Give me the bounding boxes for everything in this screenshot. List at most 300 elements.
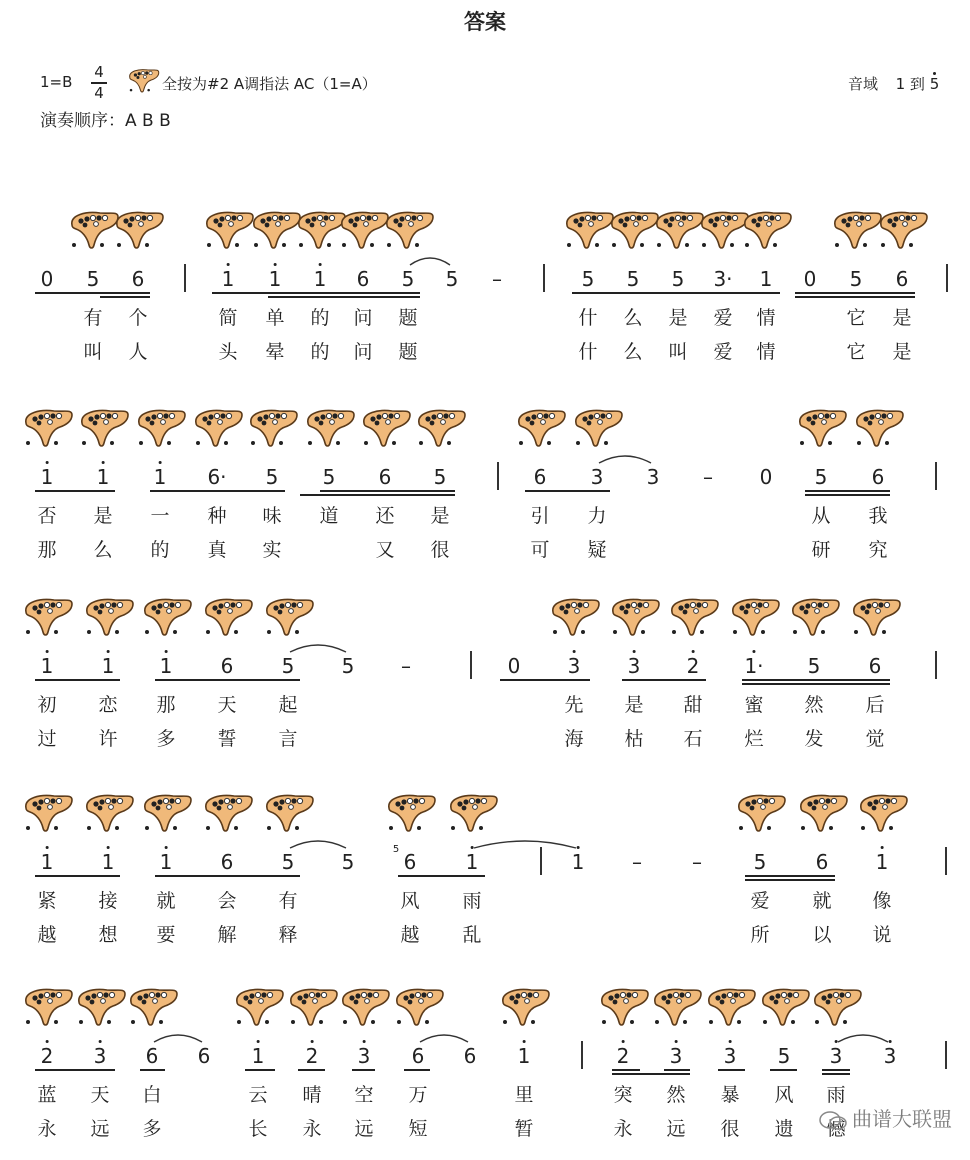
lyric-verse-1: 会 — [217, 890, 237, 912]
lyric-verse-1: 我 — [868, 505, 888, 527]
beam-line — [500, 679, 590, 681]
lyric-verse-2: 很 — [430, 539, 450, 561]
lyric-verse-1: 从 — [811, 505, 831, 527]
beam-line — [35, 679, 120, 681]
ocarina-fingering-icon — [190, 405, 244, 453]
note: 1 — [154, 466, 167, 488]
range-word: 音域 — [848, 75, 879, 93]
note: 1 — [518, 1045, 531, 1067]
lyric-verse-2: 问 — [353, 341, 373, 363]
ocarina-fingering-icon — [302, 405, 356, 453]
beam-line — [800, 679, 890, 681]
beam-line-double — [100, 296, 150, 298]
lyric-verse-1: 爱 — [713, 307, 733, 329]
note: 1 — [876, 851, 889, 873]
lyric-verse-1: 初 — [37, 694, 57, 716]
lyric-verse-1: 突 — [613, 1084, 633, 1106]
lyric-verse-1: 像 — [872, 890, 892, 912]
note: 6 — [533, 465, 547, 489]
ocarina-fingering-icon — [261, 790, 315, 838]
lyric-verse-2: 言 — [278, 728, 298, 750]
note: 3 — [830, 1045, 843, 1067]
note: 2 — [687, 655, 700, 677]
page-title: 答案 — [464, 10, 506, 34]
note: 1 — [252, 1045, 265, 1067]
note: 3 — [884, 1045, 897, 1067]
barline — [946, 264, 948, 292]
octave-dot — [318, 263, 321, 266]
lyric-verse-1: 先 — [564, 694, 584, 716]
octave-dot — [522, 1040, 525, 1043]
lyric-verse-1: 雨 — [826, 1084, 846, 1106]
ocarina-fingering-icon — [497, 984, 551, 1032]
octave-dot — [164, 650, 167, 653]
note: 5 — [671, 267, 685, 291]
lyric-verse-1: 是 — [93, 505, 113, 527]
ocarina-fingering-icon — [513, 405, 567, 453]
lyric-verse-1: 还 — [375, 505, 395, 527]
barline — [945, 1041, 947, 1069]
ocarina-fingering-icon — [570, 405, 624, 453]
key-signature: 1=B — [40, 73, 73, 91]
lyric-verse-2: 烂 — [744, 728, 764, 750]
note: 1 — [41, 466, 54, 488]
ocarina-fingering-icon — [139, 790, 193, 838]
lyric-verse-2: 要 — [156, 924, 176, 946]
play-order: 演奏顺序：A B B — [40, 111, 171, 131]
note: 6 — [403, 850, 417, 874]
note: 1· — [744, 655, 763, 677]
note: 5 — [265, 465, 279, 489]
beam-line — [805, 490, 890, 492]
lyric-verse-1: 暴 — [720, 1084, 740, 1106]
lyric-verse-2: 它 — [846, 341, 866, 363]
note: 0 — [507, 654, 521, 678]
lyric-verse-1: 蓝 — [37, 1084, 57, 1106]
note: 0 — [803, 267, 817, 291]
lyric-verse-1: 空 — [354, 1084, 374, 1106]
lyric-verse-1: 甜 — [683, 694, 703, 716]
lyric-verse-1: 道 — [319, 505, 339, 527]
lyric-verse-1: 引 — [530, 505, 550, 527]
barline — [184, 264, 186, 292]
note: 6 — [197, 1044, 211, 1068]
ocarina-fingering-icon — [445, 790, 499, 838]
note: 5 — [341, 850, 355, 874]
lyric-verse-1: 晴 — [302, 1084, 322, 1106]
lyric-verse-1: 么 — [623, 307, 643, 329]
beam-line-double — [822, 1073, 850, 1075]
range-label — [848, 73, 939, 94]
lyric-verse-2: 多 — [156, 728, 176, 750]
note: 6 — [131, 267, 145, 291]
lyric-verse-1: 恋 — [98, 694, 118, 716]
note: – — [692, 850, 702, 874]
lyric-verse-2: 头 — [218, 341, 238, 363]
lyric-verse-2: 誓 — [217, 728, 237, 750]
octave-dot — [572, 650, 575, 653]
octave-dot — [256, 1040, 259, 1043]
ocarina-fingering-icon — [383, 790, 437, 838]
lyric-verse-1: 风 — [400, 890, 420, 912]
ocarina-fingering-icon — [20, 594, 74, 642]
beam-line — [664, 1069, 690, 1071]
beam-line — [140, 1069, 165, 1071]
note: 5 — [401, 267, 415, 291]
lyric-verse-2: 爱 — [713, 341, 733, 363]
lyric-verse-1: 单 — [265, 307, 285, 329]
note: 1 — [466, 851, 479, 873]
ocarina-fingering-icon — [607, 594, 661, 642]
lyric-verse-2: 说 — [872, 924, 892, 946]
lyric-verse-1: 问 — [353, 307, 373, 329]
tie-slur — [418, 1029, 470, 1048]
lyric-verse-2: 叫 — [668, 341, 688, 363]
lyric-verse-2: 永 — [613, 1118, 633, 1140]
ocarina-fingering-icon — [787, 594, 841, 642]
lyric-verse-1: 有 — [278, 890, 298, 912]
lyric-verse-1: 爱 — [750, 890, 770, 912]
note: – — [401, 654, 411, 678]
ocarina-fingering-icon — [391, 984, 445, 1032]
lyric-verse-2: 憾 — [826, 1118, 846, 1140]
lyric-verse-1: 简 — [218, 307, 238, 329]
note: 1 — [41, 655, 54, 677]
lyric-verse-2: 人 — [128, 341, 148, 363]
lyric-verse-1: 那 — [156, 694, 176, 716]
note: 2 — [41, 1045, 54, 1067]
lyric-verse-1: 题 — [398, 307, 418, 329]
octave-dot — [310, 1040, 313, 1043]
note: 5 — [281, 850, 295, 874]
octave-dot — [674, 1040, 677, 1043]
lyric-verse-1: 味 — [262, 505, 282, 527]
note: 0 — [759, 465, 773, 489]
ocarina-fingering-icon — [76, 405, 130, 453]
note: – — [632, 850, 642, 874]
beam-line — [212, 292, 420, 294]
note: 1 — [572, 851, 585, 873]
note: 1 — [160, 851, 173, 873]
ocarina-fingering-icon — [413, 405, 467, 453]
beam-line — [612, 1069, 640, 1071]
beam-line — [525, 490, 610, 492]
note: 6 — [378, 465, 392, 489]
octave-dot — [728, 1040, 731, 1043]
lyric-verse-1: 的 — [310, 307, 330, 329]
beam-line — [155, 679, 300, 681]
note: 6 — [463, 1044, 477, 1068]
ocarina-fingering-icon — [231, 984, 285, 1032]
ocarina-fingering-icon — [285, 984, 339, 1032]
ocarina-fingering-icon — [757, 984, 811, 1032]
ocarina-fingering-icon — [855, 790, 909, 838]
lyric-verse-1: 然 — [804, 694, 824, 716]
ocarina-fingering-icon — [795, 790, 849, 838]
lyric-verse-2: 真 — [207, 539, 227, 561]
beam-line — [35, 490, 115, 492]
lyric-verse-1: 一 — [150, 505, 170, 527]
barline — [470, 651, 472, 679]
note: 5 — [777, 1044, 791, 1068]
note: 1 — [97, 466, 110, 488]
lyric-verse-2: 情 — [756, 341, 776, 363]
barline — [497, 462, 499, 490]
ocarina-fingering-icon — [649, 984, 703, 1032]
lyric-verse-2: 永 — [302, 1118, 322, 1140]
ocarina-fingering-icon — [358, 405, 412, 453]
note: 3 — [646, 465, 660, 489]
note: 6 — [220, 850, 234, 874]
beam-line-double — [800, 683, 890, 685]
beam-line-double — [612, 1073, 690, 1075]
note: 2 — [306, 1045, 319, 1067]
note: 1 — [102, 851, 115, 873]
ocarina-fingering-icon — [20, 790, 74, 838]
lyric-verse-2: 研 — [811, 539, 831, 561]
ocarina-fingering-icon — [111, 207, 165, 255]
note: 6 — [868, 654, 882, 678]
lyric-verse-2: 发 — [804, 728, 824, 750]
beam-line-double — [268, 296, 420, 298]
lyric-verse-1: 紧 — [37, 890, 57, 912]
beam-line — [822, 1069, 850, 1071]
octave-dot — [164, 846, 167, 849]
barline — [935, 651, 937, 679]
ocarina-fingering-icon — [666, 594, 720, 642]
note: 1 — [160, 655, 173, 677]
lyric-verse-1: 个 — [128, 307, 148, 329]
beam-line-double — [795, 296, 915, 298]
note: 1 — [314, 268, 327, 290]
note: 3 — [628, 655, 641, 677]
beam-line — [35, 1069, 115, 1071]
note: 6 — [220, 654, 234, 678]
ocarina-fingering-icon — [547, 594, 601, 642]
note: 5 — [445, 267, 459, 291]
note: 5 — [814, 465, 828, 489]
lyric-verse-1: 后 — [865, 694, 885, 716]
note: 6 — [871, 465, 885, 489]
beam-line — [404, 1069, 430, 1071]
octave-dot — [45, 650, 48, 653]
lyric-verse-1: 情 — [756, 307, 776, 329]
beam-line — [622, 679, 706, 681]
ocarina-fingering-icon — [20, 984, 74, 1032]
lyric-verse-1: 蜜 — [744, 694, 764, 716]
ocarina-fingering-icon — [733, 790, 787, 838]
octave-dot — [45, 461, 48, 464]
note: 5 — [849, 267, 863, 291]
note: 5 — [753, 850, 767, 874]
note: 3 — [568, 655, 581, 677]
beam-line — [320, 490, 455, 492]
note: 5 — [807, 654, 821, 678]
octave-dot — [101, 461, 104, 464]
note: 6 — [145, 1044, 159, 1068]
lyric-verse-2: 的 — [310, 341, 330, 363]
lyric-verse-1: 就 — [156, 890, 176, 912]
lyric-verse-2: 远 — [354, 1118, 374, 1140]
tie-slur — [288, 835, 348, 854]
tie-slur — [152, 1029, 204, 1048]
lyric-verse-2: 么 — [93, 539, 113, 561]
octave-dot — [158, 461, 161, 464]
octave-dot — [45, 1040, 48, 1043]
grace-note: 5 — [392, 844, 400, 855]
note: 6 — [895, 267, 909, 291]
ocarina-fingering-icon — [739, 207, 793, 255]
lyric-verse-1: 雨 — [462, 890, 482, 912]
octave-dot — [106, 846, 109, 849]
lyric-verse-2: 许 — [98, 728, 118, 750]
beam-line — [35, 292, 150, 294]
octave-dot — [880, 846, 883, 849]
beam-line — [245, 1069, 275, 1071]
lyric-verse-1: 是 — [624, 694, 644, 716]
lyric-verse-2: 叫 — [83, 341, 103, 363]
lyric-verse-2: 晕 — [265, 341, 285, 363]
octave-dot — [273, 263, 276, 266]
lyric-verse-2: 海 — [564, 728, 584, 750]
beam-line-double — [745, 879, 835, 881]
octave-dot — [45, 846, 48, 849]
note: 3 — [670, 1045, 683, 1067]
lyric-verse-2: 的 — [150, 539, 170, 561]
ocarina-fingering-icon — [596, 984, 650, 1032]
tie-slur — [288, 639, 348, 658]
ocarina-fingering-icon — [794, 405, 848, 453]
lyric-verse-2: 永 — [37, 1118, 57, 1140]
note: 1 — [269, 268, 282, 290]
ocarina-fingering-icon — [81, 594, 135, 642]
note: 3 — [590, 465, 604, 489]
ocarina-fingering-icon — [261, 594, 315, 642]
ocarina-fingering-icon — [133, 405, 187, 453]
lyric-verse-2: 石 — [683, 728, 703, 750]
note: 1 — [222, 268, 235, 290]
lyric-verse-2: 暂 — [514, 1118, 534, 1140]
beam-line — [298, 1069, 325, 1071]
lyric-verse-2: 题 — [398, 341, 418, 363]
beam-line — [398, 875, 485, 877]
octave-dot — [621, 1040, 624, 1043]
lyric-verse-2: 疑 — [587, 539, 607, 561]
note: 5 — [433, 465, 447, 489]
beam-line-double — [300, 494, 455, 496]
lyric-verse-1: 然 — [666, 1084, 686, 1106]
lyric-verse-1: 起 — [278, 694, 298, 716]
note: – — [703, 465, 713, 489]
note: 1 — [759, 267, 773, 291]
octave-dot — [226, 263, 229, 266]
lyric-verse-2: 究 — [868, 539, 888, 561]
time-signature-top: 4 — [94, 63, 104, 81]
lyric-verse-2: 很 — [720, 1118, 740, 1140]
fingering-note: 全按为#2 A调指法 AC（1=A） — [162, 75, 377, 93]
lyric-verse-2: 可 — [530, 539, 550, 561]
ocarina-fingering-icon — [875, 207, 929, 255]
ocarina-fingering-icon — [125, 984, 179, 1032]
lyric-verse-1: 是 — [668, 307, 688, 329]
lyric-verse-1: 风 — [774, 1084, 794, 1106]
lyric-verse-1: 白 — [142, 1084, 162, 1106]
beam-line — [150, 490, 285, 492]
range-to: 5 — [930, 75, 940, 93]
lyric-verse-1: 是 — [892, 307, 912, 329]
lyric-verse-2: 么 — [623, 341, 643, 363]
tie-slur — [597, 450, 653, 469]
lyric-verse-2: 释 — [278, 924, 298, 946]
note: 6 — [411, 1044, 425, 1068]
lyric-verse-2: 越 — [37, 924, 57, 946]
beam-line — [770, 1069, 797, 1071]
ocarina-fingering-icon — [201, 207, 255, 255]
lyric-verse-2: 遗 — [774, 1118, 794, 1140]
beam-line — [155, 875, 300, 877]
lyric-verse-1: 力 — [587, 505, 607, 527]
lyric-verse-2: 远 — [90, 1118, 110, 1140]
lyric-verse-2: 枯 — [624, 728, 644, 750]
ocarina-fingering-icon — [809, 984, 863, 1032]
tie-slur — [836, 1029, 890, 1048]
octave-dot — [691, 650, 694, 653]
lyric-verse-2: 以 — [812, 924, 832, 946]
lyric-verse-2: 那 — [37, 539, 57, 561]
lyric-verse-1: 是 — [430, 505, 450, 527]
note: 5 — [626, 267, 640, 291]
octave-dot — [106, 650, 109, 653]
lyric-verse-2: 所 — [750, 924, 770, 946]
lyric-verse-1: 云 — [248, 1084, 268, 1106]
lyric-verse-2: 想 — [98, 924, 118, 946]
lyric-verse-1: 里 — [514, 1084, 534, 1106]
ocarina-fingering-icon — [200, 790, 254, 838]
ocarina-fingering-icon — [20, 405, 74, 453]
ocarina-fingering-icon — [200, 594, 254, 642]
note: 5 — [581, 267, 595, 291]
note: 0 — [40, 267, 54, 291]
beam-line — [572, 292, 780, 294]
ocarina-fingering-icon — [337, 984, 391, 1032]
beam-line — [352, 1069, 375, 1071]
lyric-verse-1: 有 — [83, 307, 103, 329]
lyric-verse-2: 解 — [217, 924, 237, 946]
ocarina-fingering-icon — [727, 594, 781, 642]
lyric-verse-2: 短 — [408, 1118, 428, 1140]
lyric-verse-2: 远 — [666, 1118, 686, 1140]
note: 1 — [102, 655, 115, 677]
ocarina-fingering-icon — [73, 984, 127, 1032]
lyric-verse-2: 过 — [37, 728, 57, 750]
ocarina-fingering-icon — [381, 207, 435, 255]
lyric-verse-1: 它 — [846, 307, 866, 329]
ocarina-icon — [126, 66, 160, 98]
ocarina-fingering-icon — [245, 405, 299, 453]
note: – — [492, 267, 502, 291]
note: 2 — [617, 1045, 630, 1067]
time-signature-bottom: 4 — [94, 84, 104, 102]
beam-line-double — [805, 494, 890, 496]
octave-dot — [98, 1040, 101, 1043]
lyric-verse-1: 种 — [207, 505, 227, 527]
chat-bubble-icon — [818, 1110, 848, 1132]
lyric-verse-1: 否 — [37, 505, 57, 527]
barline — [945, 847, 947, 875]
note: 6 — [815, 850, 829, 874]
lyric-verse-2: 乱 — [462, 924, 482, 946]
barline — [935, 462, 937, 490]
